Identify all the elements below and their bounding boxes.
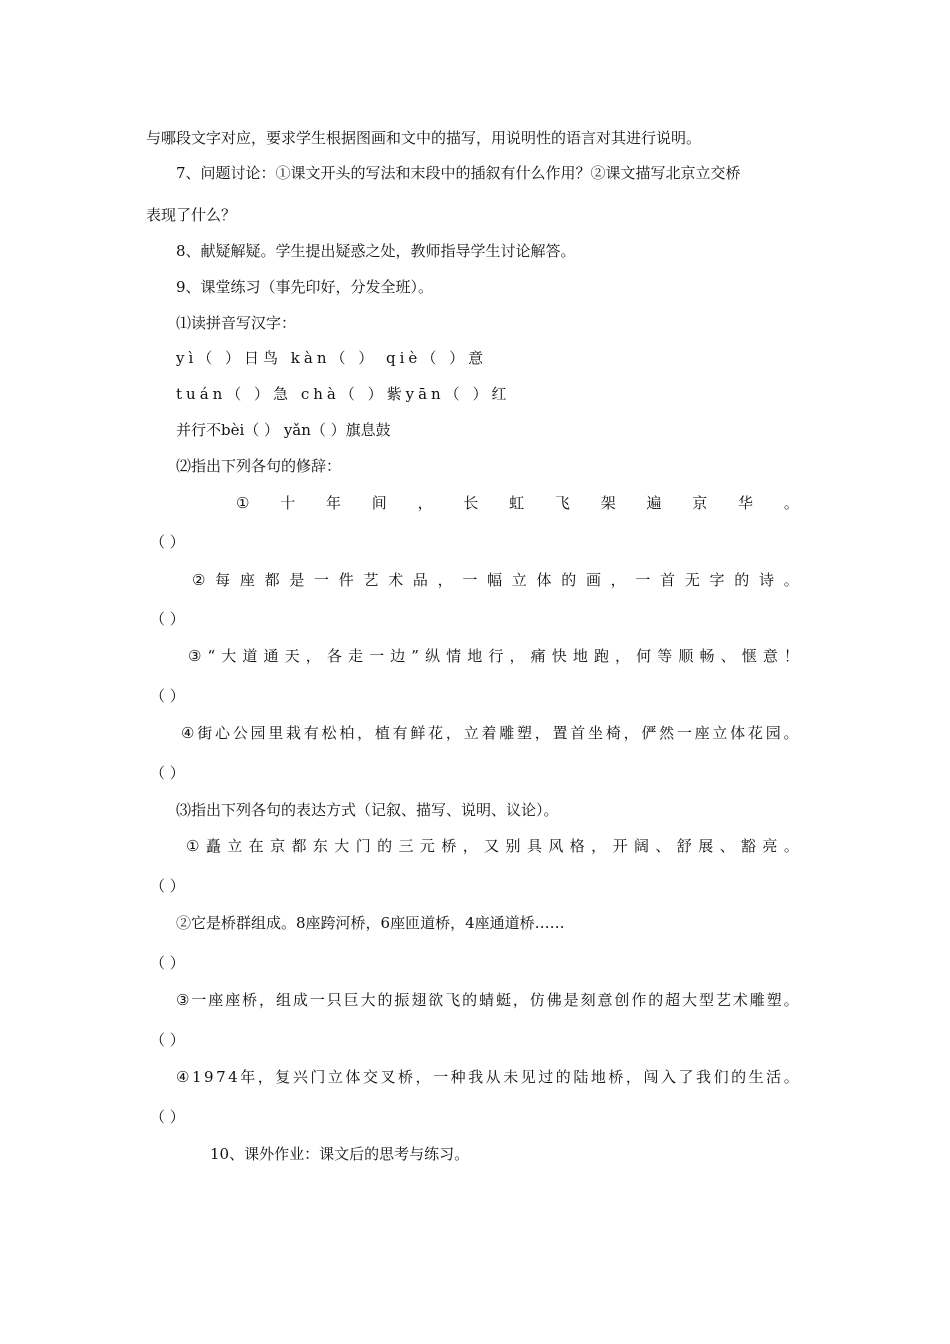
answer-blank: （ ） [150,687,185,705]
text-line: 8、献疑解疑。学生提出疑惑之处，教师指导学生讨论解答。 [176,242,576,260]
answer-blank: （ ） [150,954,185,972]
answer-blank: （ ） [150,610,185,628]
pinyin-line: tuán（ ）急 chà（ ）紫yān（ ）红 [176,385,511,403]
text-line: ⑵指出下列各句的修辞： [176,457,342,475]
justified-line: ③ 一 座 座 桥 ， 组 成 一 只 巨 大 的 振 翅 欲 飞 的 蜻 蜓 ， 仿 佛 是 刻 意 创 作 的 超 大 型 艺 术 雕 塑 。 [176,991,799,1009]
justified-line: ① 矗 立 在 京 都 东 大 门 的 三 元 桥 ， 又 别 具 风 格 ， 开 阔 、 舒 展 、 豁 亮 。 [186,837,799,855]
text-line: 9、课堂练习（事先印好，分发全班）。 [176,278,434,296]
answer-blank: （ ） [150,1108,185,1126]
text-line: ⑴读拼音写汉字： [176,314,297,332]
justified-line: ④ 1 9 7 4 年 ， 复 兴 门 立 体 交 叉 桥 ， 一 种 我 从 未 见 过 的 陆 地 桥 ， 闯 入 了 我 们 的 生 活 。 [176,1068,799,1086]
pinyin-line: yì（ ）日鸟 kàn（ ） qiè（ ）意 [176,349,488,367]
text-line: ②它是桥群组成。8座跨河桥，6座匝道桥，4座通道桥…… [176,914,565,932]
answer-blank: （ ） [150,533,185,551]
text-line: 表现了什么？ [146,206,237,224]
pinyin-line: 并行不bèi（ ） yǎn（ ）旗息鼓 [176,421,391,439]
answer-blank: （ ） [150,764,185,782]
answer-blank: （ ） [150,877,185,895]
answer-blank: （ ） [150,1031,185,1049]
justified-line: ④ 街 心 公 园 里 栽 有 松 柏 ， 植 有 鲜 花 ， 立 着 雕 塑 ， 置 首 坐 椅 ， 俨 然 一 座 立 体 花 园 。 [181,724,799,742]
text-line: 与哪段文字对应，要求学生根据图画和文中的描写，用说明性的语言对其进行说明。 [146,129,702,147]
text-line: 7、问题讨论：①课文开头的写法和末段中的插叙有什么作用？②课文描写北京立交桥 [176,164,741,182]
justified-line: ② 每 座 都 是 一 件 艺 术 品 ， 一 幅 立 体 的 画 ， 一 首 无 字 的 诗 。 [192,571,799,589]
text-line: ⑶指出下列各句的表达方式（记叙、描写、说明、议论）。 [176,801,559,819]
text-line: 10、课外作业：课文后的思考与练习。 [210,1145,470,1163]
justified-line: ③ “ 大 道 通 天 ， 各 走 一 边 ” 纵 情 地 行 ， 痛 快 地 跑 ， 何 等 顺 畅 、 惬 意 ！ [188,647,799,665]
justified-line: ① 十 年 间 ， 长 虹 飞 架 遍 京 华 。 [236,494,799,512]
